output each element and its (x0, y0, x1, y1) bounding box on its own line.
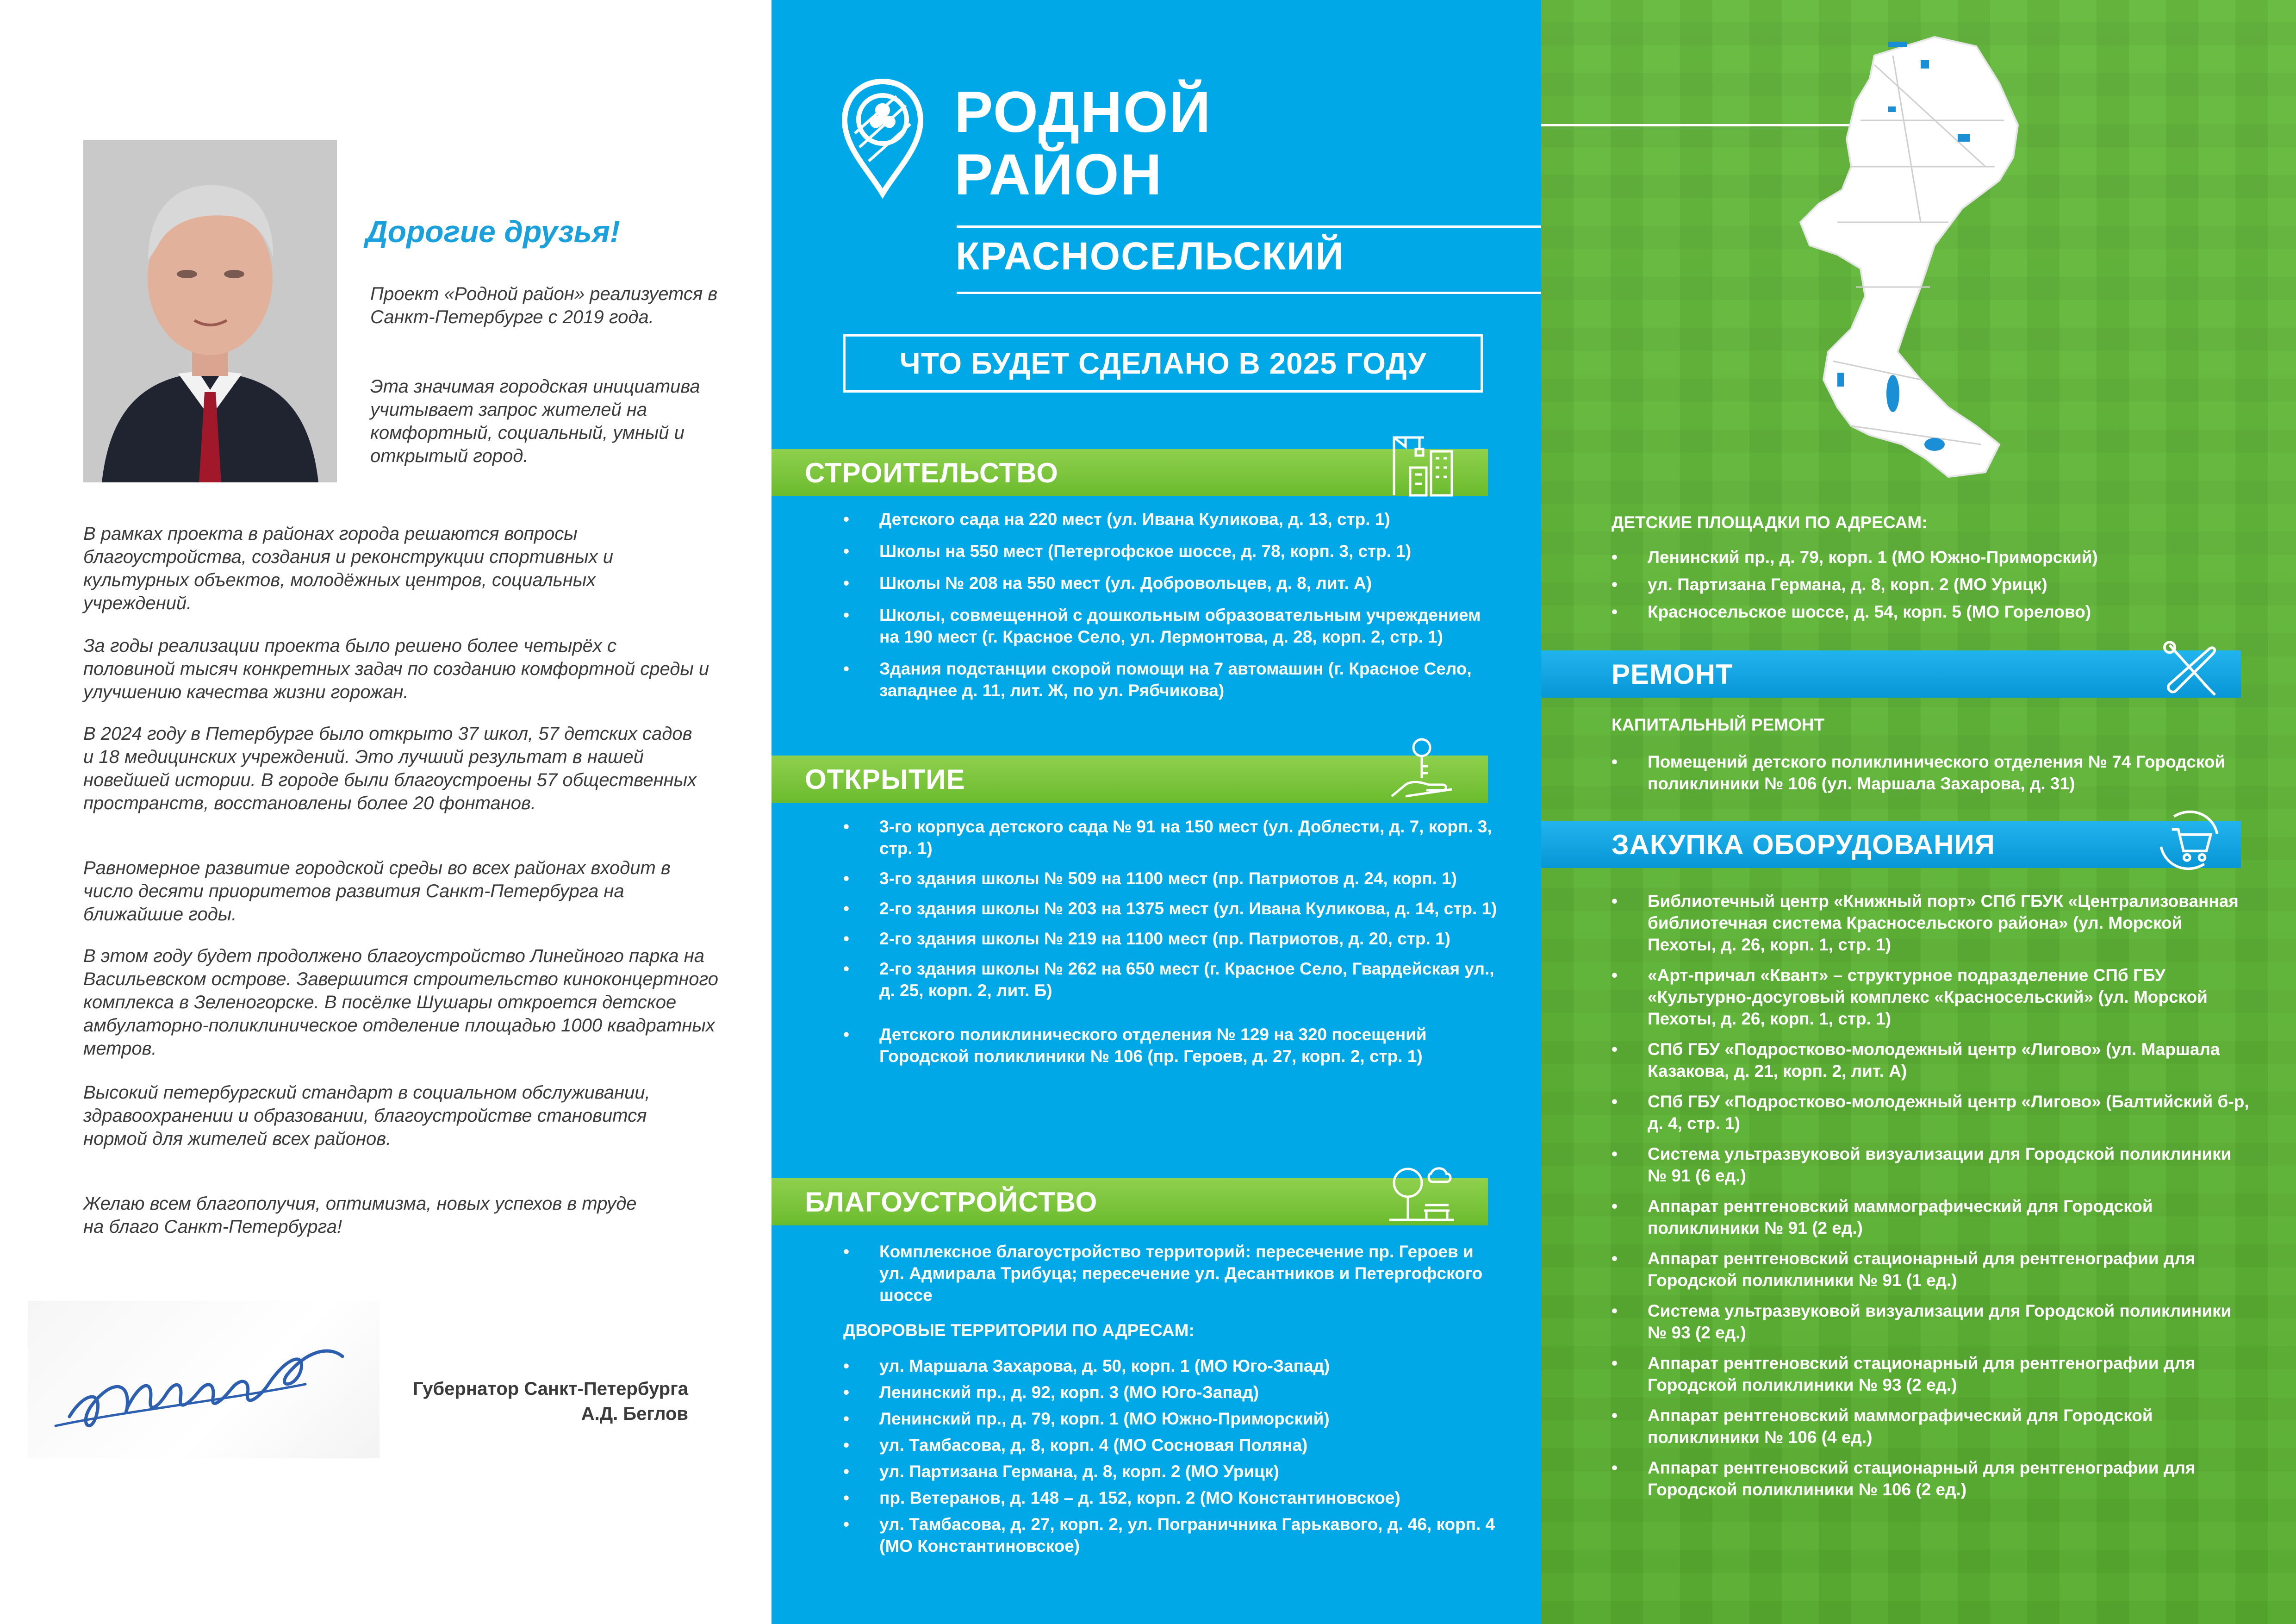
district-map-icon (1782, 28, 2069, 491)
tools-icon (2157, 637, 2221, 701)
section-bar-landscaping (772, 1178, 1488, 1225)
list-item: • Ленинский пр., д. 79, корп. 1 (МО Южно-Приморский) (843, 1408, 1500, 1430)
list-item: • Система ультразвуковой визуализации для Городской поликлиники № 93 (2 ед.) (1612, 1300, 2250, 1343)
construction-icon (1387, 428, 1456, 498)
location-pin-logo-icon (841, 78, 924, 199)
greeting-heading: Дорогие друзья! (366, 214, 620, 249)
list-item: • Аппарат рентгеновский стационарный для рентгенографии для Городской поликлиники № 93 (2 ед.) (1612, 1352, 2250, 1396)
cart-icon (2157, 808, 2221, 873)
list-item: • 2-го здания школы № 203 на 1375 мест (ул. Ивана Куликова, д. 14, стр. 1) (843, 898, 1500, 919)
brand-title (954, 81, 1212, 206)
list-item: • Аппарат рентгеновский маммографический для Городской поликлиники № 91 (2 ед.) (1612, 1195, 2250, 1239)
list-item: • пр. Ветеранов, д. 148 – д. 152, корп. 2 (МО Константиновское) (843, 1487, 1500, 1509)
repair-list (1612, 751, 2250, 794)
letter-paragraph-2: За годы реализации проекта было решено более четырёх с половиной тысяч конкретных задач по созданию комфортной среды и улучшению качества жизни горожан. (83, 636, 709, 702)
list-item: • Здания подстанции скорой помощи на 7 автомашин (г. Красное Село, западнее д. 11, лит. Ж, по ул. Рябчикова) (843, 658, 1500, 701)
brand-title-line1: РОДНОЙ (954, 80, 1212, 144)
park-icon (1387, 1155, 1456, 1224)
list-item: • Школы, совмещенной с дошкольным образовательным учреждением на 190 мест (г. Красное Село, ул. Лермонтова, д. 28, корп. 2, стр. 1) (843, 604, 1500, 648)
list-item: • Школы № 208 на 550 мест (ул. Добровольцев, д. 8, лит. А) (843, 572, 1500, 594)
section-bar-opening (772, 756, 1488, 803)
letter-paragraph-7: Желаю всем благополучия, оптимизма, новых успехов в труде на благо Санкт-Петербурга! (83, 1193, 637, 1237)
blue-column (772, 0, 1541, 1624)
signature-image (28, 1301, 380, 1458)
opening-list (843, 816, 1500, 1067)
signature-title: Губернатор Санкт-Петербурга (413, 1379, 688, 1399)
list-item: • ул. Партизана Германа, д. 8, корп. 2 (МО Урицк) (843, 1461, 1500, 1482)
intro-paragraph-1: Проект «Родной район» реализуется в Санкт-Петербурге с 2019 года. (370, 284, 718, 327)
governor-portrait (83, 140, 337, 482)
list-item: • Детского сада на 220 мест (ул. Ивана Куликова, д. 13, стр. 1) (843, 508, 1500, 530)
list-item: • ул. Маршала Захарова, д. 50, корп. 1 (МО Юго-Запад) (843, 1355, 1500, 1377)
playgrounds-list (1612, 546, 2250, 623)
headline-box: ЧТО БУДЕТ СДЕЛАНО В 2025 ГОДУ (843, 334, 1483, 393)
letter-paragraph-3: В 2024 году в Петербурге было открыто 37 школ, 57 детских садов и 18 медицинских учреждений. Это лучший результат в нашей новейшей истории. В городе были благоустроены 57 общественных пространств, восстановлены более 20 фонтанов. (83, 724, 697, 813)
yards-list (843, 1355, 1500, 1557)
list-item: • ул. Тамбасова, д. 27, корп. 2, ул. Пограничника Гарькавого, д. 46, корп. 4 (МО Константиновское) (843, 1513, 1500, 1557)
list-item: • Аппарат рентгеновский стационарный для рентгенографии для Городской поликлиники № 106 (2 ед.) (1612, 1457, 2250, 1500)
list-item: • Детского поликлинического отделения № 129 на 320 посещений Городской поликлиники № 106 (пр. Героев, д. 27, корп. 2, стр. 1) (843, 1024, 1500, 1067)
letter-paragraph-5: В этом году будет продолжено благоустройство Линейного парка на Васильевском острове. Завершится строительство киноконцертного комплекса в Зеленогорске. В посёлке Шушары откроется детское амбулаторно-поликлиническое отделение площадью 1000 квадратных метров. (83, 946, 718, 1059)
list-item: • Аппарат рентгеновский маммографический для Городской поликлиники № 106 (4 ед.) (1612, 1405, 2250, 1448)
section-title-opening: ОТКРЫТИЕ (805, 763, 965, 795)
list-item: • Помещений детского поликлинического отделения № 74 Городской поликлиники № 106 (ул. Маршала Захарова, д. 31) (1612, 751, 2250, 794)
list-item: • ул. Тамбасова, д. 8, корп. 4 (МО Сосновая Поляна) (843, 1434, 1500, 1456)
yards-subtitle: ДВОРОВЫЕ ТЕРРИТОРИИ ПО АДРЕСАМ: (843, 1321, 1195, 1340)
section-title-repair: РЕМОНТ (1612, 658, 1733, 690)
list-item: • 3-го корпуса детского сада № 91 на 150 мест (ул. Доблести, д. 7, корп. 3, стр. 1) (843, 816, 1500, 859)
portrait-illustration (83, 140, 337, 482)
section-bar-repair (1541, 650, 2241, 698)
title-divider-top (957, 225, 1541, 228)
list-item: • «Арт-причал «Квант» – структурное подразделение СПб ГБУ «Культурно-досуговый комплекс «Красносельский» (ул. Морской Пехоты, д. 26, корп. 1, стр. 1) (1612, 964, 2250, 1030)
green-column (1541, 0, 2296, 1624)
district-name: КРАСНОСЕЛЬСКИЙ (956, 234, 1344, 278)
section-title-equipment: ЗАКУПКА ОБОРУДОВАНИЯ (1612, 829, 1995, 860)
landscaping-list (843, 1241, 1500, 1306)
section-bar-equipment (1541, 821, 2241, 868)
list-item: • Ленинский пр., д. 79, корп. 1 (МО Южно-Приморский) (1612, 546, 2250, 568)
section-title-construction: СТРОИТЕЛЬСТВО (805, 457, 1058, 488)
list-item: • Библиотечный центр «Книжный порт» СПб ГБУК «Централизованная библиотечная система Красносельского района» (ул. Морской Пехоты, д. 26, корп. 1, стр. 1) (1612, 890, 2250, 956)
letter-paragraph-4: Равномерное развитие городской среды во всех районах входит в число десяти приоритетов развития Санкт-Петербурга на ближайшие годы. (83, 858, 671, 924)
construction-list (843, 508, 1500, 701)
key-hand-icon (1387, 734, 1456, 803)
list-item: • Комплексное благоустройство территорий: пересечение пр. Героев и ул. Адмирала Трибуца; пересечение ул. Десантников и Петергофского шоссе (843, 1241, 1500, 1306)
equipment-list (1612, 890, 2250, 1500)
letter-paragraph-1: В рамках проекта в районах города решаются вопросы благоустройства, создания и реконструкции спортивных и культурных объектов, молодёжных центров, социальных учреждений. (83, 524, 613, 613)
list-item: • 2-го здания школы № 262 на 650 мест (г. Красное Село, Гвардейская ул., д. 25, корп. 2, лит. Б) (843, 958, 1500, 1001)
brand-title-line2: РАЙОН (954, 143, 1163, 207)
list-item: • СПб ГБУ «Подростково-молодежный центр «Лигово» (ул. Маршала Казакова, д. 21, корп. 2, лит. А) (1612, 1038, 2250, 1082)
list-item: • ул. Партизана Германа, д. 8, корп. 2 (МО Урицк) (1612, 574, 2250, 595)
repair-subtitle: КАПИТАЛЬНЫЙ РЕМОНТ (1612, 715, 1825, 734)
signature-area (28, 1301, 380, 1458)
section-bar-construction (772, 449, 1488, 496)
letter-column (0, 0, 772, 1624)
intro-paragraph-2: Эта значимая городская инициатива учитывает запрос жителей на комфортный, социальный, умный и открытый город. (370, 376, 700, 466)
list-item: • 2-го здания школы № 219 на 1100 мест (пр. Патриотов, д. 20, стр. 1) (843, 928, 1500, 949)
list-item: • Школы на 550 мест (Петергофское шоссе, д. 78, корп. 3, стр. 1) (843, 540, 1500, 562)
list-item: • Система ультразвуковой визуализации для Городской поликлиники № 91 (6 ед.) (1612, 1143, 2250, 1187)
list-item: • Ленинский пр., д. 92, корп. 3 (МО Юго-Запад) (843, 1381, 1500, 1403)
list-item: • СПб ГБУ «Подростково-молодежный центр «Лигово» (Балтийский б-р, д. 4, стр. 1) (1612, 1091, 2250, 1134)
list-item: • 3-го здания школы № 509 на 1100 мест (пр. Патриотов д. 24, корп. 1) (843, 868, 1500, 889)
title-divider-bottom (957, 292, 1541, 294)
section-title-landscaping: БЛАГОУСТРОЙСТВО (805, 1186, 1098, 1218)
playgrounds-subtitle: ДЕТСКИЕ ПЛОЩАДКИ ПО АДРЕСАМ: (1612, 513, 1928, 532)
signature-name: А.Д. Беглов (581, 1404, 688, 1424)
list-item: • Красносельское шоссе, д. 54, корп. 5 (МО Горелово) (1612, 601, 2250, 623)
list-item: • Аппарат рентгеновский стационарный для рентгенографии для Городской поликлиники № 91 (1 ед.) (1612, 1248, 2250, 1291)
letter-paragraph-6: Высокий петербургский стандарт в социальном обслуживании, здравоохранении и образовании, благоустройстве становится нормой для жителей всех районов. (83, 1082, 650, 1149)
